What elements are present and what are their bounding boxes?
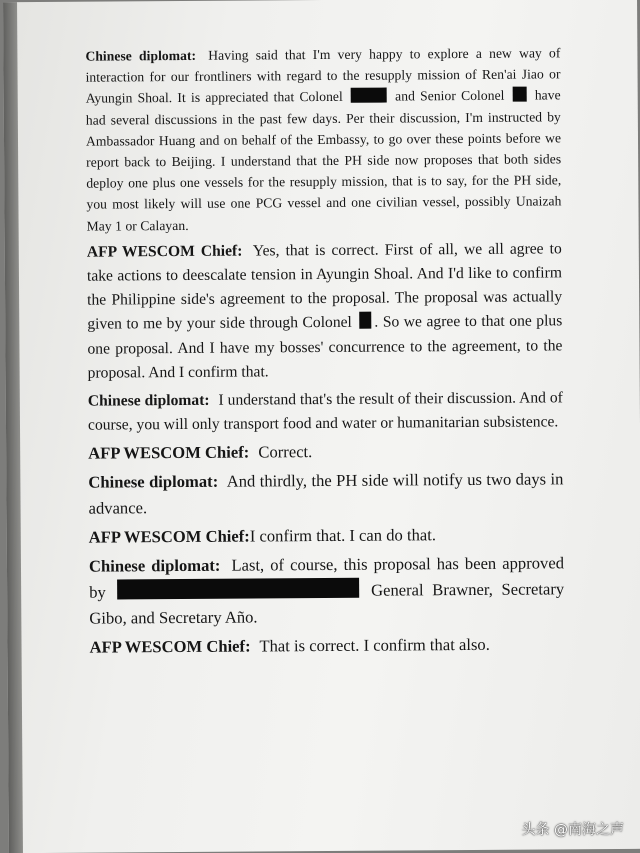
paragraph-text: have had several discussions in the past few days. Per their discussion, I'm instructed by Ambassador Huang and on behalf of the Embassy, to go over these points before we report back to Beijing. I understand that the PH side now proposes that both sides deploy one plus one vessels for the resupply mission, that is to say, for the PH side, you most likely will use one PCG vessel and one civilian vessel, possibly Unaizah May 1 or Calayan. [86,88,562,234]
paragraph-4 [88,438,563,467]
paragraph-5 [88,467,563,522]
paragraph-text: Having said that I'm very happy to explore a new way of interaction for our frontliners with regard to the resupply mission of Ren'ai Jiao or Ayungin Shoal. It is appreciated that Colonel [86,45,561,106]
paragraph-2 [87,237,563,386]
paragraph-1 [85,42,561,236]
paragraph-text: I understand that's the result of their discussion. And of course, you will only transport food and water or humanitarian subsistence. [88,389,563,434]
speaker-label: Chinese diplomat: [89,556,221,576]
paragraph-3 [88,386,563,438]
document-page [3,0,640,853]
paragraph-text: I confirm that. I can do that. [250,526,436,546]
paragraph-text: And thirdly, the PH side will notify us two days in advance. [89,470,564,518]
paragraph-text: General Brawner, Secretary Gibo, and Secretary Año. [89,580,564,628]
speaker-label: Chinese diplomat: [88,392,210,410]
speaker-label: AFP WESCOM Chief: [87,242,243,260]
speaker-label: AFP WESCOM Chief: [88,443,249,463]
redaction-bar [359,312,371,329]
paragraph-text: Correct. [258,443,312,462]
paragraph-text: . So we agree to that one plus one proposal. And I have my bosses' concurrence to the agreement, to the proposal. And I confirm that. [87,313,562,382]
speaker-label: Chinese diplomat: [85,48,196,64]
transcript-body [85,42,564,661]
paragraph-7 [89,551,565,632]
paragraph-8 [89,632,564,661]
speaker-label: Chinese diplomat: [88,472,218,492]
paragraph-text: That is correct. I confirm that also. [259,635,490,656]
paragraph-6 [89,522,564,551]
page-shadow-edge [3,2,23,853]
redaction-bar [513,87,527,102]
speaker-label: AFP WESCOM Chief: [89,637,250,657]
redaction-bar [351,88,387,103]
redaction-bar [117,578,359,600]
speaker-label: AFP WESCOM Chief: [89,527,250,547]
paragraph-text: Last, of course, this proposal has been approved by [89,554,564,602]
source-watermark: 头条 @南海之声 [522,819,624,839]
paragraph-text: Yes, that is correct. First of all, we all agree to take actions to deescalate tension in Ayungin Shoal. And I'd like to confirm the Philippine side's agreement to the proposal. The proposal was actually given to me by your side through Colonel [87,240,562,333]
paragraph-text: and Senior Colonel [395,88,504,104]
